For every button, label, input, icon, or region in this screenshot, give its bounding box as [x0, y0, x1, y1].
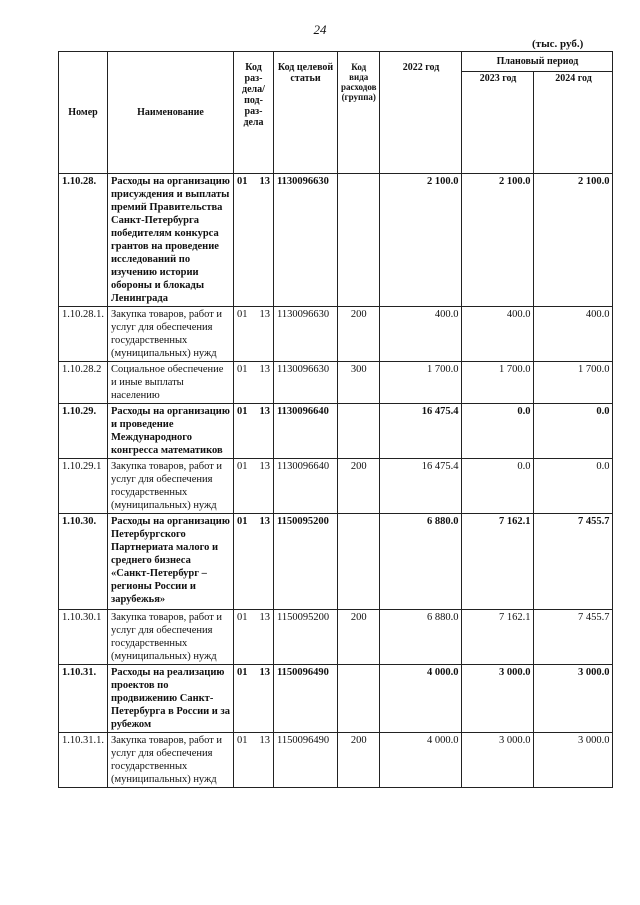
table-row [59, 362, 613, 404]
row-target: 1150095200 [274, 610, 338, 665]
row-2024: 400.0 [534, 307, 613, 362]
row-name: Расходы на организацию и проведение Международного конгресса математиков [108, 404, 234, 459]
row-2024: 2 100.0 [534, 174, 613, 307]
header-2023: 2023 год [462, 72, 534, 174]
row-2022: 1 700.0 [380, 362, 462, 404]
row-2023: 3 000.0 [462, 733, 534, 788]
row-expense-type [338, 665, 380, 733]
row-target: 1130096640 [274, 459, 338, 514]
header-name: Наименование [108, 52, 234, 174]
row-name: Расходы на организацию Петербургского Партнериата малого и среднего бизнеса «Санкт-Петербург – регионы России и зарубежья» [108, 514, 234, 610]
table-row [59, 307, 613, 362]
row-expense-type: 200 [338, 610, 380, 665]
row-target: 1150096490 [274, 733, 338, 788]
row-expense-type: 200 [338, 307, 380, 362]
row-name: Закупка товаров, работ и услуг для обеспечения государственных (муниципальных) нужд [108, 459, 234, 514]
row-target: 1130096630 [274, 307, 338, 362]
row-2024: 7 455.7 [534, 610, 613, 665]
row-expense-type [338, 174, 380, 307]
header-2024: 2024 год [534, 72, 613, 174]
row-section: 01 [234, 610, 257, 665]
row-subsection: 13 [257, 459, 274, 514]
row-2024: 0.0 [534, 459, 613, 514]
row-section: 01 [234, 362, 257, 404]
row-2022: 16 475.4 [380, 404, 462, 459]
row-name: Социальное обеспечение и иные выплаты населению [108, 362, 234, 404]
row-2022: 4 000.0 [380, 665, 462, 733]
row-2022: 16 475.4 [380, 459, 462, 514]
table-row [59, 174, 613, 307]
row-section: 01 [234, 733, 257, 788]
row-section: 01 [234, 665, 257, 733]
row-section: 01 [234, 307, 257, 362]
row-2024: 0.0 [534, 404, 613, 459]
row-subsection: 13 [257, 362, 274, 404]
row-number: 1.10.31. [59, 665, 108, 733]
header-expense-type: Код вида расходов (группа) [338, 52, 380, 174]
row-number: 1.10.31.1. [59, 733, 108, 788]
row-section: 01 [234, 514, 257, 610]
table-row [59, 514, 613, 610]
row-2024: 1 700.0 [534, 362, 613, 404]
header-section: Код раз- дела/ под- раз- дела [234, 52, 274, 174]
row-2022: 6 880.0 [380, 610, 462, 665]
units-note: (тыс. руб.) [532, 38, 584, 50]
row-section: 01 [234, 174, 257, 307]
row-2022: 4 000.0 [380, 733, 462, 788]
row-expense-type [338, 404, 380, 459]
page-number: 24 [313, 22, 327, 37]
row-expense-type: 300 [338, 362, 380, 404]
row-2023: 2 100.0 [462, 174, 534, 307]
row-2023: 3 000.0 [462, 665, 534, 733]
row-2022: 2 100.0 [380, 174, 462, 307]
row-2024: 3 000.0 [534, 733, 613, 788]
row-2023: 0.0 [462, 404, 534, 459]
row-name: Закупка товаров, работ и услуг для обеспечения государственных (муниципальных) нужд [108, 733, 234, 788]
row-name: Закупка товаров, работ и услуг для обеспечения государственных (муниципальных) нужд [108, 307, 234, 362]
header-number: Номер [59, 52, 108, 174]
row-number: 1.10.30. [59, 514, 108, 610]
row-target: 1130096630 [274, 362, 338, 404]
row-name: Закупка товаров, работ и услуг для обеспечения государственных (муниципальных) нужд [108, 610, 234, 665]
row-subsection: 13 [257, 307, 274, 362]
table-row [59, 610, 613, 665]
row-name: Расходы на реализацию проектов по продвижению Санкт-Петербурга в России и за рубежом [108, 665, 234, 733]
row-number: 1.10.30.1 [59, 610, 108, 665]
row-subsection: 13 [257, 514, 274, 610]
row-2024: 3 000.0 [534, 665, 613, 733]
row-subsection: 13 [257, 404, 274, 459]
row-number: 1.10.28.1. [59, 307, 108, 362]
row-2023: 400.0 [462, 307, 534, 362]
row-target: 1130096630 [274, 174, 338, 307]
row-2024: 7 455.7 [534, 514, 613, 610]
row-expense-type: 200 [338, 459, 380, 514]
table-row [59, 404, 613, 459]
table-row [59, 733, 613, 788]
row-name: Расходы на организацию присуждения и выплаты премий Правительства Санкт-Петербурга победителям конкурса грантов на проведение исследований по изучению истории обороны и блокады Ленинграда [108, 174, 234, 307]
header-2022: 2022 год [380, 52, 462, 174]
row-expense-type [338, 514, 380, 610]
row-subsection: 13 [257, 665, 274, 733]
row-number: 1.10.29.1 [59, 459, 108, 514]
row-expense-type: 200 [338, 733, 380, 788]
row-2023: 1 700.0 [462, 362, 534, 404]
row-2022: 6 880.0 [380, 514, 462, 610]
row-section: 01 [234, 459, 257, 514]
row-number: 1.10.28. [59, 174, 108, 307]
budget-table [58, 51, 613, 788]
table-row [59, 459, 613, 514]
row-section: 01 [234, 404, 257, 459]
row-subsection: 13 [257, 733, 274, 788]
header-target: Код целевой статьи [274, 52, 338, 174]
row-target: 1150096490 [274, 665, 338, 733]
row-target: 1130096640 [274, 404, 338, 459]
row-2023: 0.0 [462, 459, 534, 514]
row-subsection: 13 [257, 610, 274, 665]
row-2022: 400.0 [380, 307, 462, 362]
row-subsection: 13 [257, 174, 274, 307]
table-row [59, 665, 613, 733]
row-2023: 7 162.1 [462, 514, 534, 610]
row-number: 1.10.29. [59, 404, 108, 459]
header-plan-period: Плановый период [462, 52, 613, 72]
row-target: 1150095200 [274, 514, 338, 610]
row-number: 1.10.28.2 [59, 362, 108, 404]
row-2023: 7 162.1 [462, 610, 534, 665]
